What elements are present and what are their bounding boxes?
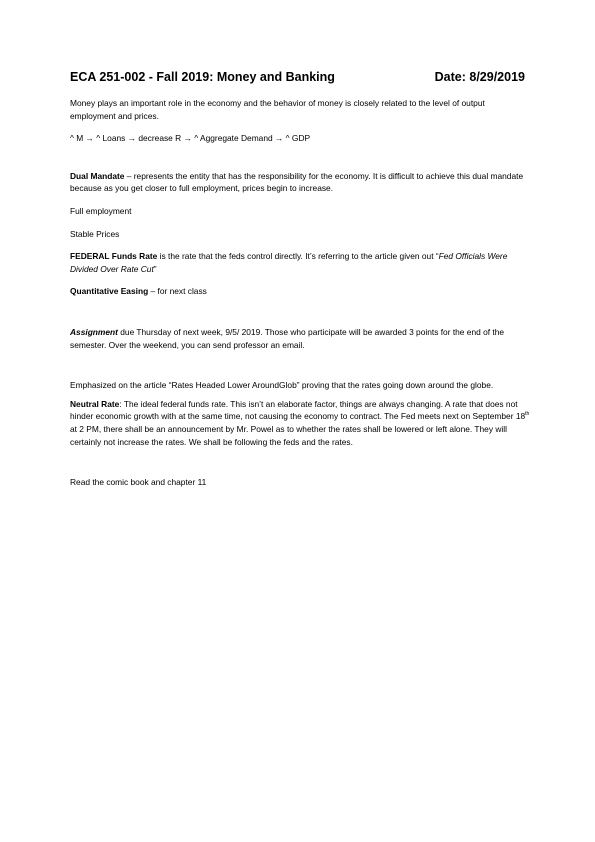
assignment-paragraph — [70, 326, 530, 351]
qe-text: – for next class — [148, 286, 207, 297]
causal-chain: ^ M → ^ Loans → decrease R → ^ Aggregate Demand → ^ GDP — [70, 133, 311, 144]
ordinal-suffix: th — [525, 411, 530, 418]
assignment-term: Assignment — [70, 326, 118, 337]
quote-close: ” — [153, 263, 157, 274]
emphasis-paragraph: Emphasized on the article “Rates Headed Lower AroundGlob” proving that the rates going down around the globe. — [70, 380, 494, 391]
neutral-rate-term: Neutral Rate — [70, 398, 120, 409]
neutral-rate-text-a: : The ideal federal funds rate. This isn’t an elaborate factor, things are always changing. A rate that does not hinder economic growth with at the same time, not causing the economy to contract. The Fed meets next on September 18 — [70, 398, 526, 422]
header-row — [70, 70, 525, 88]
federal-funds-paragraph — [70, 250, 530, 275]
closing-note: Read the comic book and chapter 11 — [70, 477, 207, 488]
list-item: Stable Prices — [70, 228, 120, 239]
federal-funds-term: FEDERAL Funds Rate — [70, 251, 158, 262]
list-item: Full employment — [70, 205, 132, 216]
neutral-rate-text-b: at 2 PM, there shall be an announcement by Mr. Powel as to whether the rates shall be lowered or left alone. They will certainly not increase the rates. We shall be following the feds and the rates. — [70, 423, 507, 447]
notes-body — [70, 97, 530, 489]
dual-mandate-text: – represents the entity that has the responsibility for the economy. It is difficult to achieve this dual mandate because as you get closer to full employment, prices begin to increase. — [70, 170, 524, 194]
federal-funds-text: is the rate that the feds control directly. It’s referring to the article given out “ — [157, 251, 439, 262]
neutral-rate-paragraph — [70, 398, 530, 448]
dual-mandate-term: Dual Mandate — [70, 170, 125, 181]
assignment-text: due Thursday of next week, 9/5/ 2019. Those who participate will be awarded 3 points for the end of the semester. Over the weekend, you can send professor an email. — [70, 326, 505, 350]
intro-paragraph: Money plays an important role in the economy and the behavior of money is closely related to the level of output employment and prices. — [70, 98, 485, 121]
dual-mandate-paragraph — [70, 170, 530, 195]
article-title: Fed Officials Were Divided Over Rate Cut — [70, 251, 508, 274]
qe-paragraph — [70, 285, 530, 298]
page-title: ECA 251-002 - Fall 2019: Money and Banking — [70, 70, 335, 84]
date-label: Date: 8/29/2019 — [434, 70, 525, 84]
qe-term: Quantitative Easing — [70, 286, 149, 297]
